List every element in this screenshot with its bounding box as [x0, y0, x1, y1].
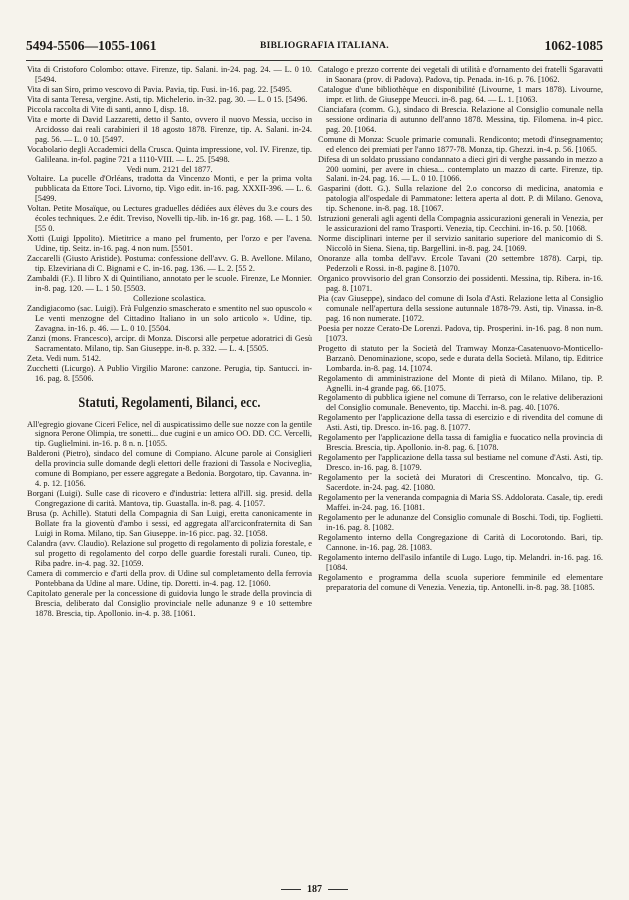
bibliography-entry: Regolamento per le adunanze del Consiglio comunale di Boschi. Todi, tip. Foglietti. in-16. pag. 8. [1082. [318, 512, 603, 532]
bibliography-entry: Regolamento di pubblica igiene nel comune di Terrarso, con le relative deliberazioni del Consiglio comunale. Benevento, tip. Macchi. in-8. pag. 40. [1076. [318, 393, 603, 413]
bibliography-entry: Catalogo e prezzo corrente dei vegetali di utilità e d'ornamento dei fratelli Sgaravatti in Saonara (prov. di Padova). Padova, tip. Penada. in-16. p. 76. [1062. [318, 65, 603, 84]
bibliography-entry: Pia (cav Giuseppe), sindaco del comune di Isola d'Asti. Relazione letta al Consiglio comunale nell'apertura della sessione autunnale 1878-79. Asti, tip. Vinassa. in-8. pag. 16 non numerate. [1072. [318, 293, 603, 323]
page-number: 187 [307, 884, 322, 895]
bibliography-entry: Regolamento e programma della scuola superiore femminile ed elementare preparatoria del comune di Venezia. Venezia, tip. Antonelli. in-8. pag. 38. [1085. [318, 572, 603, 592]
running-header [26, 38, 603, 56]
bibliography-entry: Catalogue d'une bibliothèque en disponibilité (Livourne, 1 mars 1878). Livourne, impr. et lith. de Giuseppe Meucci. in-8. pag. 64. — L. 1. [1063. [318, 84, 603, 104]
bibliography-entry: Zaccarelli (Giusto Aristide). Postuma: confessione dell'avv. G. B. Avellone. Milano, tip. Elzeviriana di C. Bignami e C. in-16. pag. 136. — L. 2. [55 2. [27, 254, 312, 274]
bibliography-entry: Camera di commercio e d'arti della prov. di Udine sul completamento della ferrovia Pontebbana da Udine al mare. Udine, tip. Doretti. in-4. pag. 12. [1060. [27, 568, 312, 588]
bibliography-entry: Balderoni (Pietro), sindaco del comune di Compiano. Alcune parole ai Consiglieri della provincia sulle domande degli elettori delle frazioni di Tassola e Nocivegliа, comune di Bompiano, per essere aggregate a Bedonia. Borgotaro, tip. Cavanna. in-4. p. 12. [1056. [27, 449, 312, 489]
bibliography-entry: Xotti (Luigi Ippolito). Mietitrice a mano pel frumento, per l'orzo e per l'avena. Udine, tip. Seitz. in-16. pag. 4 non num. [5501. [27, 234, 312, 254]
bibliography-entry: Zanzi (mons. Francesco), arcipr. di Monza. Discorsi alle perpetue adoratrici di Gesù Sacramentato. Milano, tip. San Giuseppe. in-8. p. 332. — L. 4. [5505. [27, 333, 312, 353]
right-column [318, 65, 603, 897]
header-title: BIBLIOGRAFIA ITALIANA. [260, 41, 389, 51]
bibliography-entry: Zeta. Vedi num. 5142. [27, 353, 102, 363]
bibliography-entry: Onoranze alla tomba dell'avv. Ercole Tavani (20 settembre 1878). Carpi, tip. Pederzoli e Rossi. in-8. pagine 8. [1070. [318, 254, 603, 274]
bibliography-entry: Gasparini (dott. G.). Sulla relazione del 2.o concorso di medicina, anatomia e patologia all'ospedale di Pammatone: lettera aperta al dott. P. di Milano. Genova, tip. Schenone. in-8. pag. 18. [1067. [318, 184, 603, 214]
bibliography-entry: Norme disciplinari interne per il servizio sanitario superiore del manicomio di S. Niccolò in Siena. Siena, tip. Bargellini. in-8. pag. 24. [1069. [318, 234, 603, 254]
bibliography-entry: Brusa (p. Achille). Statuti della Compagnia di San Luigi, eretta canonicamente in Bollate fra la gioventù d'ambo i sessi, ed aggregata all'arciconfraternita di San Luigi in Roma. Milano, tip. San Giuseppe. in-16 picc. pag. 32. [1058. [27, 509, 312, 538]
bibliography-entry: Regolamento interno dell'asilo infantile di Lugo. Lugo, tip. Melandri. in-16. pag. 16. [1084. [318, 552, 603, 572]
entry-note: Vedi num. 2121 del 1877. [126, 164, 213, 174]
bibliography-entry: Vita di san Siro, primo vescovo di Pavia. Pavia, tip. Fusi. in-16. pag. 22. [5495. [27, 84, 292, 94]
header-left-range: 5494-5506—1055-1061 [26, 38, 157, 53]
page-footer [0, 884, 629, 895]
header-right-range: 1062-1085 [544, 38, 603, 53]
bibliography-entry: Vita di santa Teresa, vergine. Asti, tip. Michelerio. in-32. pag. 30. — L. 0 15. [5496. [27, 94, 308, 104]
entry-note: Collezione scolastica. [133, 293, 206, 303]
bibliography-entry: Vita di Cristoforo Colombo: ottave. Firenze, tip. Salani. in-24. pag. 24. — L. 0 10. [5494. [27, 65, 312, 84]
bibliography-entry: Regolamento per la veneranda compagnia di Maria SS. Addolorata. Casale, tip. eredi Maffei. in-24. pag. 16. [1081. [318, 492, 603, 512]
bibliography-entry: Regolamento interno della Congregazione di Carità di Locorotondo. Bari, tip. Cannone. in-16. pag. 28. [1083. [318, 532, 603, 552]
bibliography-entry: Capitolato generale per la concessione di guidovia lungo le strade della provincia di Brescia, deliberato dal Consiglio provinciale nelle adunanze 9 e 10 settembre 1878. Brescia, tip. Apollonio. in-4. p. 38. [1061. [27, 588, 312, 618]
bibliography-entry: Regolamento per l'applicazione della tassa sul bestiame nel comune d'Asti. Asti, tip. Dresco. in-16. pag. 8. [1079. [318, 453, 603, 473]
footer-dash-left [281, 889, 301, 890]
bibliography-entry: Zambaldi (F.). Il libro X di Quintiliano, annotato per le scuole. Firenze, Le Monnier. in-8. pag. 120. — L. 1 50. [5503. [27, 274, 312, 293]
bibliography-entry: Regolamento per la società dei Muratori di Crescentino. Moncalvo, tip. G. Sacerdote. in-24. pag. 42. [1080. [318, 473, 603, 493]
bibliography-entry: All'egregio giovane Ciceri Felice, nel dì auspicatissimo delle sue nozze con la gentile signora Perone Olimpia, tre sonetti... due cugini e un amico OO. DD. CC. Vercelli, tip. Guglielmini. in-16. p. 8 n. n. [1055. [27, 419, 312, 449]
bibliography-entry: Voltaire. La pucelle d'Orléans, tradotta da Vincenzo Monti, e per la prima volta pubblicata da Ettore Toci. Livorno, tip. Vigo edit. in-16. pag. XXXII-396. — L. 6. [5499. [27, 174, 312, 204]
bibliography-entry: Progetto di statuto per la Società del Tramway Monza-Casatenuovo-Monticello-Barzanò. Denominazione, scopo, sede e durata della Società. Milano, tip. Editrice Lombarda. in-8. pag. 14. [1074. [318, 343, 603, 373]
bibliography-entry: Istruzioni generali agli agenti della Compagnia assicurazioni generali in Venezia, per le assicurazioni del ramo Trasporti. Venezia, tip. Cecchini. in-16. p. 50. [1068. [318, 214, 603, 234]
bibliography-entry: Piccola raccolta di Vite di santi, anno I, disp. 18. [27, 104, 189, 114]
bibliography-entry: Poesia per nozze Cerato-De Lorenzi. Padova, tip. Prosperini. in-16. pag. 8 non num. [1073. [318, 323, 603, 343]
bibliography-entry: Regolamento per l'applicazione della tassa di esercizio e di rivendita del comune di Asti. Asti, tip. Dresco. in-16. pag. 8. [1077. [318, 413, 603, 433]
bibliography-entry: Regolamento di amministrazione del Monte di pietà di Milano. Milano, tip. P. Agnelli. in-4 grande pag. 66. [1075. [318, 373, 603, 393]
bibliography-entry: Voltan. Petite Mosaïque, ou Lectures graduelles dédiées aux élèves du 3.e cours des écoles techniques. 2.e édit. Treviso, Novelli tip.-lib. in-16 gr. pag. 168. — L. 1 50. [55 0. [27, 204, 312, 234]
bibliography-entry: Borgani (Luigi). Sulle case di ricovero e d'industria: lettera all'ill. sig. presid. della Congregazione di carità. Mantova, tip. Guastalla. in-8. pag. 4. [1057. [27, 489, 312, 509]
header-rule [26, 60, 603, 61]
bibliography-entry: Regolamento per l'applicazione della tassa di famiglia e fuocatico nella provincia di Brescia. Brescia, tip. Apollonio. in-8. pag. 6. [1078. [318, 433, 603, 453]
section-heading: Statuti, Regolamenti, Bilanci, ecc. [78, 394, 261, 411]
bibliography-entry: Vita e morte di David Lazzaretti, detto il Santo, ovvero il nuovo Messia, ucciso in Arcidosso dai reali carabinieri il 18 agosto 1878. Firenze, tip. A. Salani. in-24. pag. 56. — L. 0 10. [5497. [27, 114, 312, 144]
footer-dash-right [328, 889, 348, 890]
bibliography-entry: Cianciafara (comm. G.), sindaco di Brescia. Relazione al Consiglio comunale nella sessione ordinaria di autunno dell'anno 1878. Messina, tip. Filomena. in-4 picc. pag. 20. [1064. [318, 104, 603, 134]
bibliography-entry: Difesa di un soldato prussiano condannato a dieci giri di verghe passando in mezzo a 200 uomini, per avere in chiesa... contemplato un mazzo di carte. Firenze, tip. Salani. in-24. pag. 16. — L. 0 10. [1066. [318, 154, 603, 184]
bibliography-entry: Comune di Monza: Scuole primarie comunali. Rendiconto; metodi d'insegnamento; ed elenco dei premiati per l'anno 1877-78. Monza, tip. Ghezzi. in-4. p. 56. [1065. [318, 134, 603, 154]
bibliography-entry: Calandra (avv. Claudio). Relazione sul progetto di regolamento di polizia forestale, e sul progetto di regolamento del corpo delle guardie forestali rurali. Cuneo, tip. Riba padre. in-4. pag. 32. [1059. [27, 538, 312, 568]
left-column [27, 65, 312, 850]
bibliography-entry: Vocabolario degli Accademici della Crusca. Quinta impressione, vol. IV. Firenze, tip. Galileana. in-fol. pagine 721 a 1110-VIII. — L. 25. [5498. [27, 144, 312, 164]
bibliography-entry: Zandigiacomo (sac. Luigi). Frà Fulgenzio smascherato e smentito nel suo opuscolo « Le venti menzogne del Cittadino Italiano in un solo articolo ». Udine, tip. Zavagna. in-16. p. 46. — L. 0 10. [5504. [27, 303, 312, 333]
bibliography-entry: Zucchetti (Licurgo). A Publio Virgilio Marone: canzone. Perugia, tip. Santucci. in-16. pag. 8. [5506. [27, 363, 312, 383]
bibliography-entry: Organico provvisorio del gran Consorzio dei possidenti. Messina, tip. Ribera. in-16. pag. 8. [1071. [318, 274, 603, 293]
